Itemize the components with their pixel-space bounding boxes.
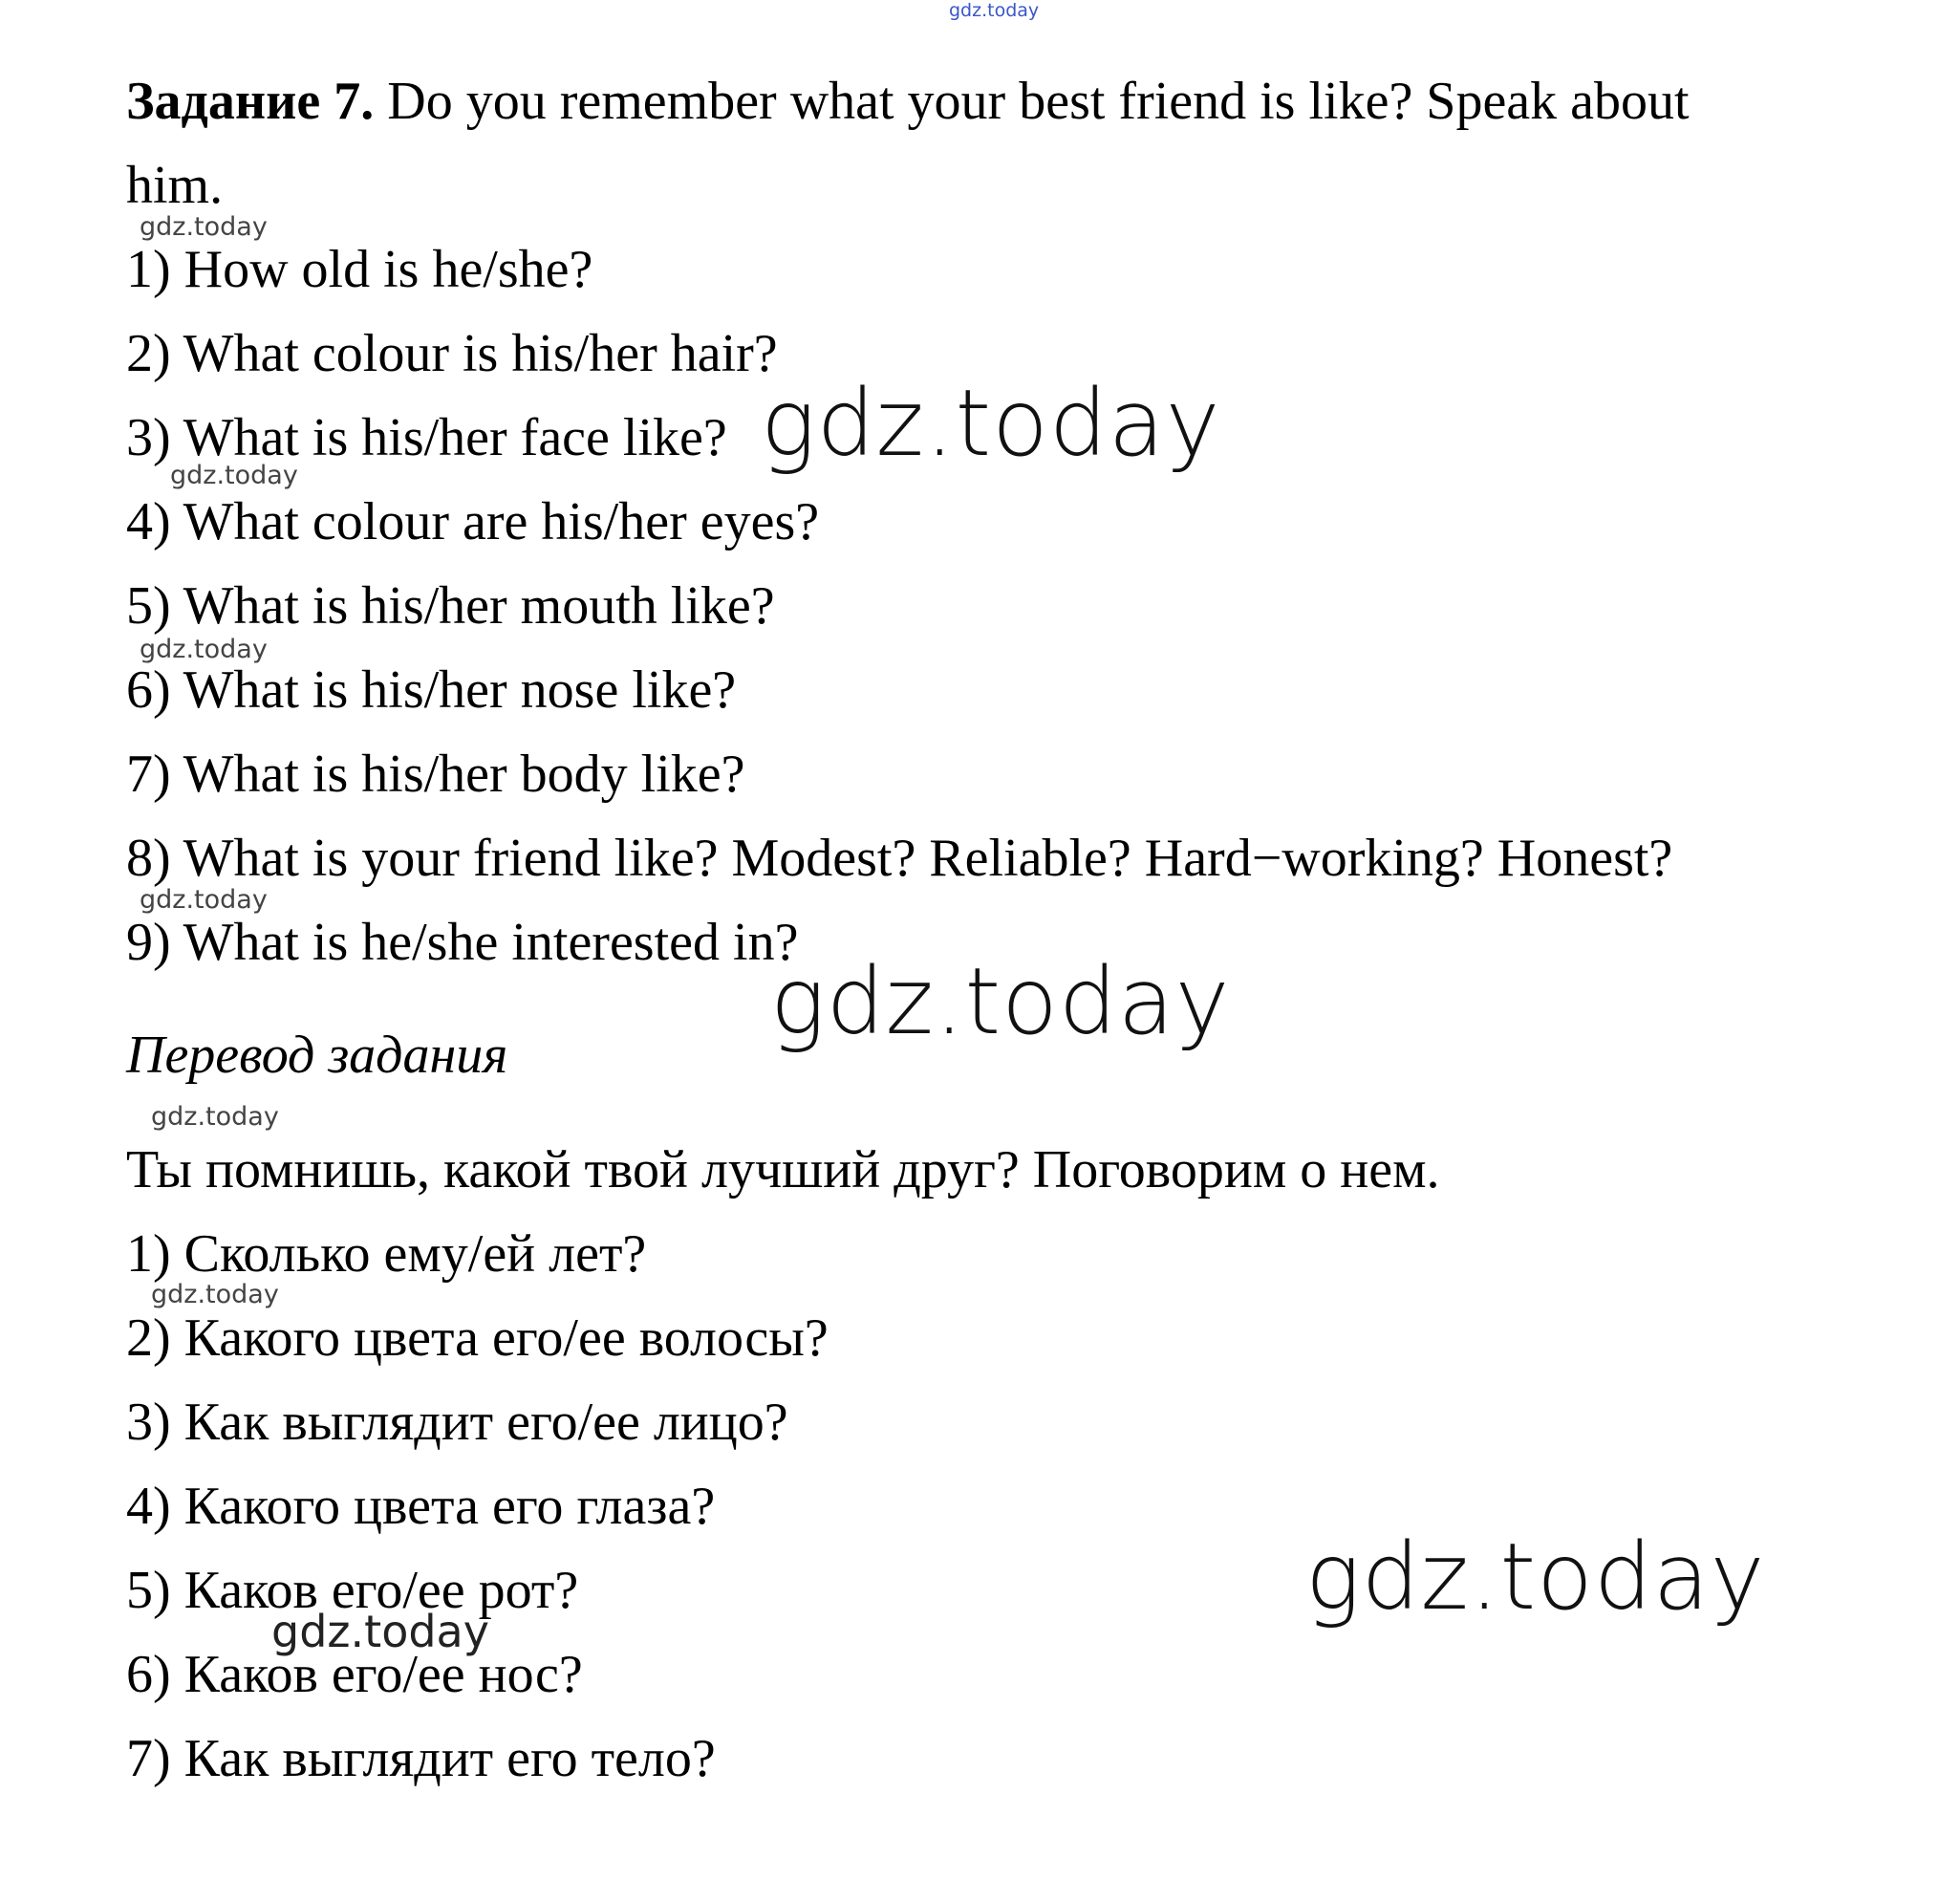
question-en-9: 9) What is he/she interested in? (126, 913, 799, 972)
question-en-6: 6) What is his/her nose like? (126, 660, 737, 720)
task-text: Do you remember what your best friend is like? Speak about (374, 72, 1690, 131)
watermark-small-4: gdz.today (140, 885, 268, 915)
watermark-small-2: gdz.today (170, 461, 298, 490)
question-ru-4: 4) Какого цвета его глаза? (126, 1477, 716, 1536)
watermark-top: gdz.today (949, 0, 1040, 21)
watermark-small-5: gdz.today (151, 1102, 279, 1132)
question-en-2: 2) What colour is his/her hair? (126, 324, 778, 383)
translation-intro: Ты помнишь, какой твой лучший друг? Поговорим о нем. (126, 1140, 1440, 1199)
question-en-1: 1) How old is he/she? (126, 240, 593, 299)
question-en-8: 8) What is your friend like? Modest? Reliable? Hard−working? Honest? (126, 829, 1673, 888)
question-ru-1: 1) Сколько ему/ей лет? (126, 1224, 647, 1284)
question-ru-6: 6) Каков его/ее нос? (126, 1645, 583, 1704)
watermark-large-1: gdz.today (761, 370, 1221, 477)
question-en-7: 7) What is his/her body like? (126, 745, 745, 804)
task-heading-line-2: him. (126, 156, 224, 215)
translation-title: Перевод задания (126, 1026, 508, 1085)
question-en-3: 3) What is his/her face like? (126, 408, 727, 467)
watermark-small-1: gdz.today (140, 212, 268, 242)
task-heading-line-1 (126, 72, 1690, 131)
watermark-small-3: gdz.today (140, 635, 268, 664)
question-ru-7: 7) Как выглядит его тело? (126, 1729, 716, 1788)
question-ru-3: 3) Как выглядит его/ее лицо? (126, 1393, 788, 1452)
watermark-large-2: gdz.today (770, 948, 1231, 1055)
question-ru-2: 2) Какого цвета его/ее волосы? (126, 1308, 829, 1368)
watermark-small-6: gdz.today (151, 1280, 279, 1309)
question-ru-5: 5) Каков его/ее рот? (126, 1561, 579, 1620)
watermark-large-3: gdz.today (1305, 1523, 1766, 1631)
watermark-medium-1: gdz.today (271, 1606, 489, 1657)
question-en-5: 5) What is his/her mouth like? (126, 576, 775, 636)
task-label: Задание 7. (126, 72, 375, 131)
question-en-4: 4) What colour are his/her eyes? (126, 492, 820, 551)
